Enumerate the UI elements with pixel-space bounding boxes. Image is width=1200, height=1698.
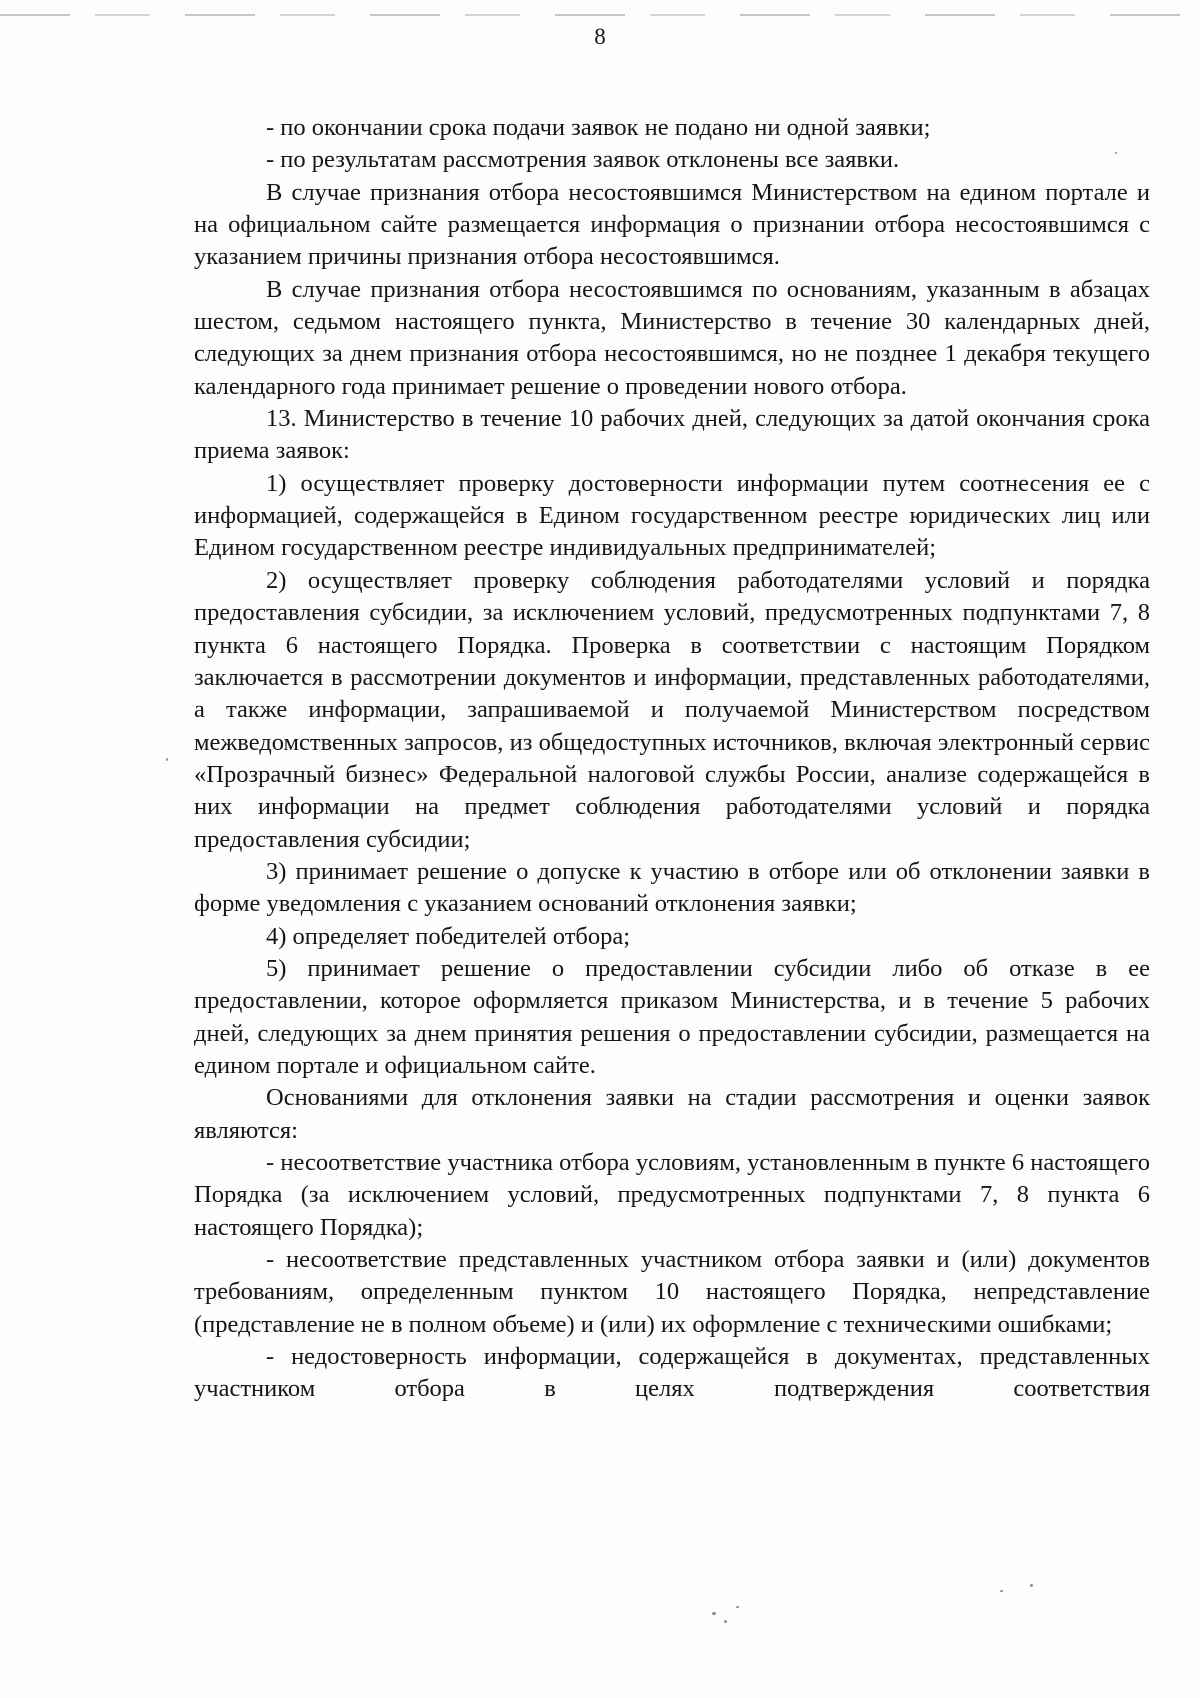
paragraph: 5) принимает решение о предоставлении субсидии либо об отказе в ее предоставлении, которое оформляется приказом Министерства, и в течение 5 рабочих дней, следующих за днем принятия решения о предоставлении субсидии, размещается на едином портале и официальном сайте. [194,954,1150,1079]
paragraph: В случае признания отбора несостоявшимся Министерством на едином портале и на официальном сайте размещается информация о признании отбора несостоявшимся с указанием причины признания отбора несостоявшимся. [194,178,1150,271]
scan-speck [166,758,168,761]
paragraph: - недостоверность информации, содержащейся в документах, представленных участником отбора в целях подтверждения соответствия [194,1343,1150,1403]
scan-speck [712,1612,716,1615]
document-body [194,112,1150,1406]
paragraph: 2) осуществляет проверку соблюдения работодателями условий и порядка предоставления субсидии, за исключением условий, предусмотренных подпунктами 7, 8 пункта 6 настоящего Порядка. Проверка в соответствии с настоящим Порядком заключается в рассмотрении документов и информации, представленных работодателями, а также информации, запрашиваемой и получаемой Министерством посредством межведомственных запросов, из общедоступных источников, включая электронный сервис «Прозрачный бизнес» Федеральной налоговой службы России, анализе содержащейся в них информации на предмет соблюдения работодателями условий и порядка предоставления субсидии; [194,566,1150,853]
paragraph: - несоответствие участника отбора условиям, установленным в пункте 6 настоящего Порядка (за исключением условий, предусмотренных подпунктами 7, 8 пункта 6 настоящего Порядка); [194,1149,1150,1241]
scan-speck [724,1620,727,1623]
scan-speck [1000,1590,1003,1592]
paragraph: - по окончании срока подачи заявок не подано ни одной заявки; [266,114,931,141]
scan-speck [1115,152,1117,154]
paragraph: 4) определяет победителей отбора; [266,922,631,950]
paragraph: - по результатам рассмотрения заявок отклонены все заявки. [266,146,900,174]
paragraph: В случае признания отбора несостоявшимся по основаниям, указанным в абзацах шестом, седьмом настоящего пункта, Министерство в течение 30 календарных дней, следующих за днем признания отбора несостоявшимся, но не позднее 1 декабря текущего календарного года принимает решение о проведении нового отбора. [194,275,1150,400]
scan-speck [736,1606,739,1608]
scan-speck [1030,1584,1033,1587]
paragraph: - несоответствие представленных участником отбора заявки и (или) документов требованиям, определенным пунктом 10 настоящего Порядка, непредставление (представление не в полном объеме) и (или) их оформление с техническими ошибками; [194,1246,1150,1338]
paragraph: Основаниями для отклонения заявки на стадии рассмотрения и оценки заявок являются: [194,1084,1150,1144]
page-number: 8 [594,24,606,49]
paragraph: 3) принимает решение о допуске к участию в отборе или об отклонении заявки в форме уведомления с указанием оснований отклонения заявки; [194,857,1150,918]
paragraph: 1) осуществляет проверку достоверности информации путем соотнесения ее с информацией, содержащейся в Едином государственном реестре юридических лиц или Едином государственном реестре индивидуальных предпринимателей; [194,469,1150,562]
paragraph: 13. Министерство в течение 10 рабочих дней, следующих за датой окончания срока приема заявок: [194,405,1150,465]
scan-edge-artifact [0,14,1200,16]
